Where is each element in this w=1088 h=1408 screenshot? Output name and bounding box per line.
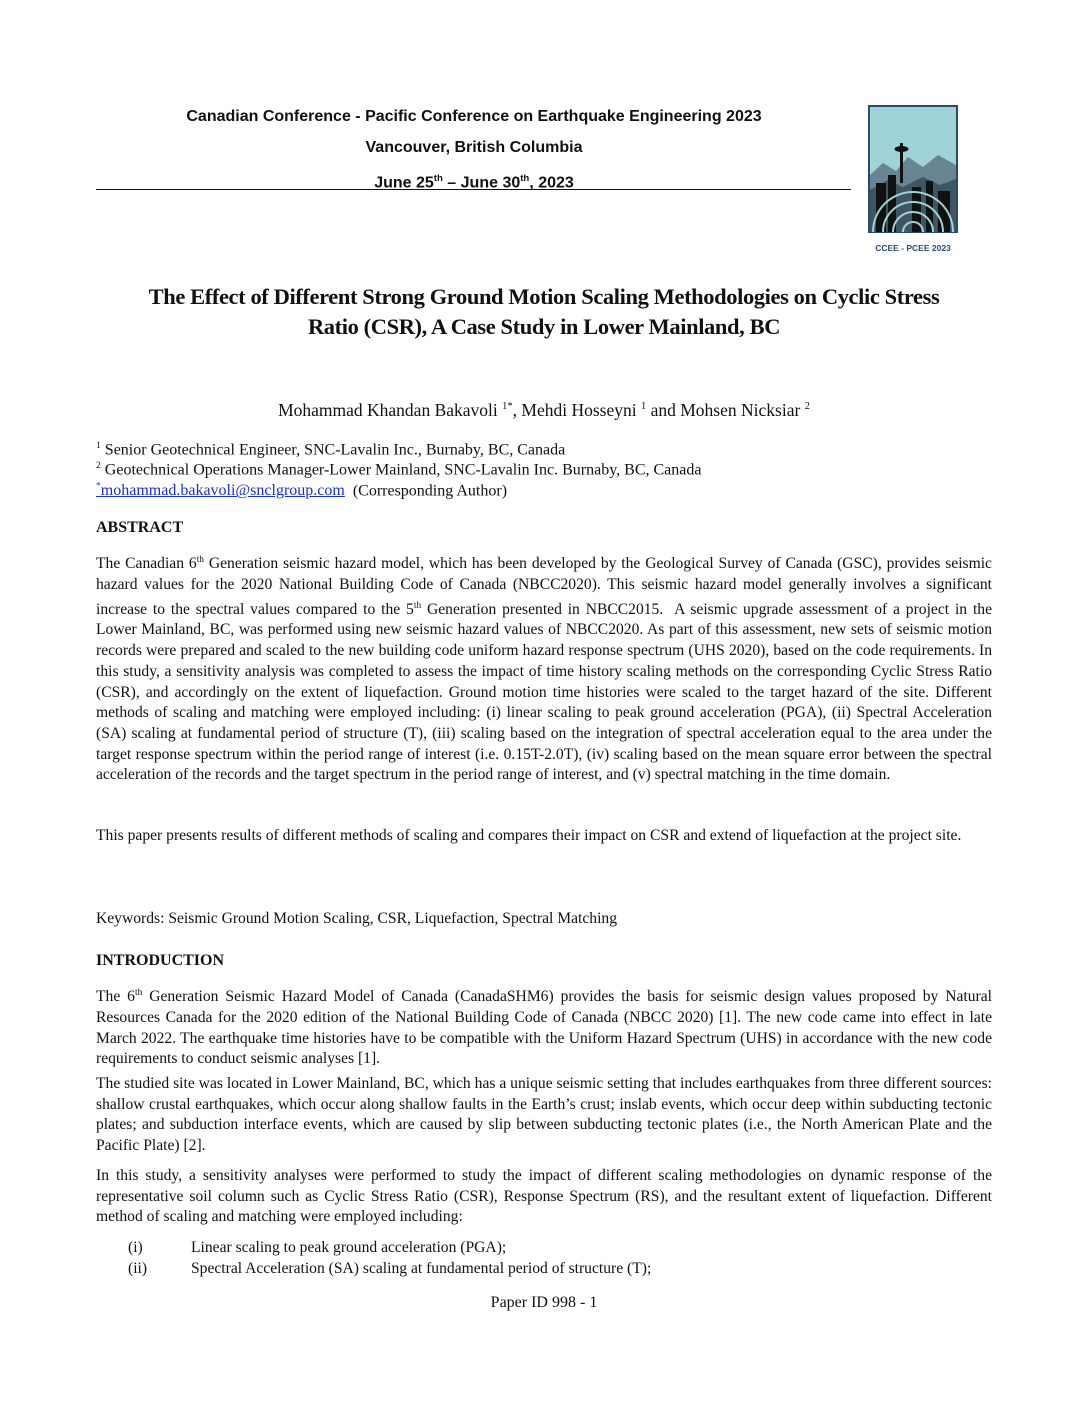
keywords: Keywords: Seismic Ground Motion Scaling, CSR, Liquefaction, Spectral Matching: [96, 910, 618, 927]
conference-location: Vancouver, British Columbia: [365, 139, 583, 156]
abstract-heading: ABSTRACT: [96, 519, 184, 536]
conference-name: Canadian Conference - Pacific Conference on Earthquake Engineering 2023: [186, 108, 762, 125]
introduction-paragraph-1: The 6th Generation Seismic Hazard Model of Canada (CanadaSHM6) provides the basis for seismic design values proposed by Natural Resources Canada for the 2020 edition of the National Building Code of Canada (NBCC 2020) [1]. The new code came into effect in late March 2022. The earthquake time histories have to be compatible with the Uniform Hazard Spectrum (UHS) in accordance with the new code requirements to conduct seismic analyses [1].: [96, 988, 992, 1068]
page-footer: Paper ID 998 - 1: [490, 1294, 598, 1311]
list-number: (ii): [128, 1260, 148, 1277]
paper-title: [110, 282, 978, 342]
introduction-paragraph-3: In this study, a sensitivity analyses were performed to study the impact of different scaling methodologies on dynamic response of the representative soil column such as Cyclic Stress Ratio (CSR), Response Spectrum (RS), and the resultant extent of liquefaction. Different method of scaling and matching were employed including:: [96, 1167, 992, 1226]
corresponding-author: *mohammad.bakavoli@snclgroup.com (Corresponding Author): [96, 481, 508, 500]
introduction-paragraph-2: The studied site was located in Lower Mainland, BC, which has a unique seismic setting that includes earthquakes from three different sources: shallow crustal earthquakes, which occur along shallow faults in the Earth’s crust; inslab events, which occur deep within subducting tectonic plates; and subduction interface events, which are caused by slip between subducting tectonic plates (i.e., the North American Plate and the Pacific Plate) [2].: [96, 1075, 992, 1155]
affiliation-2: $^2$ Geotechnical Operations Manager-Lower Mainland, SNC-Lavalin Inc. Burnaby, BC, Canada: [96, 460, 702, 479]
title-line-2: Ratio (CSR), A Case Study in Lower Mainland, BC: [307, 314, 781, 339]
author-list: Mohammad Khandan Bakavoli $^{1*}$, Mehdi Hosseyni $^1$ and Mohsen Nicksiar $^2$: [278, 400, 810, 420]
affiliation-1: $^1$ Senior Geotechnical Engineer, SNC-Lavalin Inc., Burnaby, BC, Canada: [96, 440, 566, 459]
list-number: (i): [128, 1239, 143, 1256]
conference-logo: [868, 105, 958, 257]
abstract-paragraph-2: This paper presents results of different methods of scaling and compares their impact on CSR and extend of liquefaction at the project site.: [96, 827, 962, 844]
abstract-paragraph-1: The Canadian 6th Generation seismic hazard model, which has been developed by the Geological Survey of Canada (GSC), provides seismic hazard values for the 2020 National Building Code of Canada (NBCC2020). This seismic hazard model generally involves a significant increase to the spectral values compared to the 5th Generation presented in NBCC2015. A seismic upgrade assessment of a project in the Lower Mainland, BC, was performed using new seismic hazard values of NBCC2020. As part of this assessment, new sets of seismic motion records were prepared and scaled to the new building code uniform hazard response spectrum (UHS 2020), based on the code requirements. In this study, a sensitivity analysis was completed to assess the impact of time history scaling methods on the corresponding Cyclic Stress Ratio (CSR), and accordingly on the extent of liquefaction. Ground motion time histories were scaled to the target hazard of the site. Different methods of scaling and matching were employed including: (i) linear scaling to peak ground acceleration (PGA), (ii) Spectral Acceleration (SA) scaling at fundamental period of structure (T), (iii) scaling based on the integration of spectral acceleration equal to the area under the target response spectrum within the period range of interest (i.e. 0.15T-2.0T), (iv) scaling based on the mean square error between the spectral acceleration of the records and the target spectrum in the period range of interest, and (v) spectral matching in the time domain.: [96, 555, 996, 784]
conference-dates: June 25th – June 30th, 2023: [374, 173, 574, 192]
list-text: Linear scaling to peak ground acceleration (PGA);: [191, 1239, 507, 1256]
conference-header: [96, 104, 852, 197]
email-link[interactable]: *mohammad.bakavoli@snclgroup.com: [96, 481, 345, 500]
logo-text: CCEE - PCEE 2023: [875, 243, 951, 253]
introduction-heading: INTRODUCTION: [96, 952, 225, 969]
list-text: Spectral Acceleration (SA) scaling at fundamental period of structure (T);: [191, 1260, 652, 1277]
title-line-1: The Effect of Different Strong Ground Motion Scaling Methodologies on Cyclic Stress: [148, 284, 940, 309]
header-divider: [96, 189, 851, 190]
